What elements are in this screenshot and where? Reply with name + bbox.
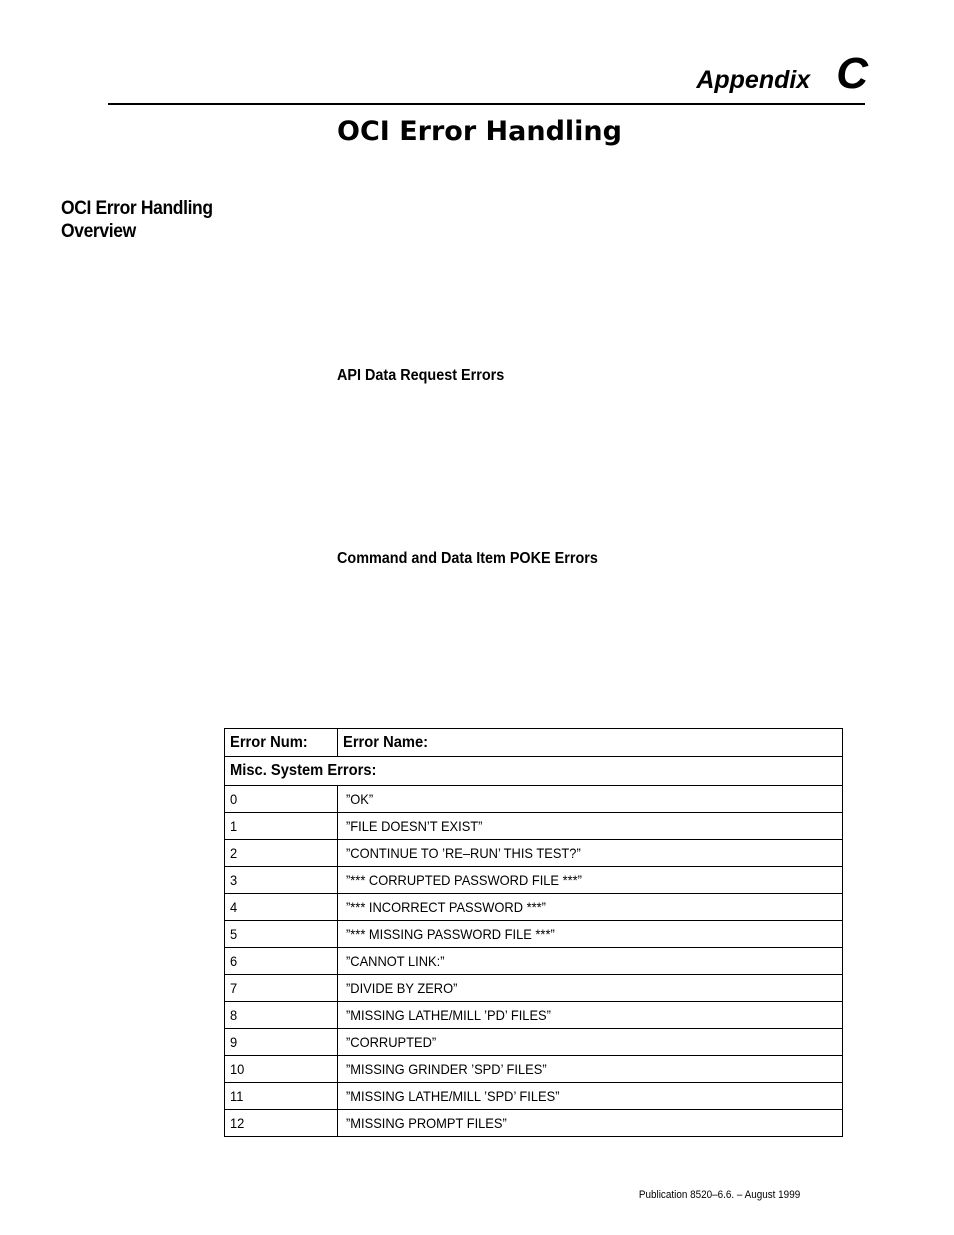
error-num-cell: 3 xyxy=(225,867,338,894)
error-num-cell: 8 xyxy=(225,1002,338,1029)
appendix-letter: C xyxy=(836,49,868,98)
error-name-cell: ”CANNOT LINK:” xyxy=(338,948,843,975)
table-row xyxy=(225,948,843,975)
error-name-cell: ”CONTINUE TO ’RE–RUN’ THIS TEST?” xyxy=(338,840,843,867)
error-name-cell: ”*** INCORRECT PASSWORD ***” xyxy=(338,894,843,921)
error-name-cell: ”DIVIDE BY ZERO” xyxy=(338,975,843,1002)
publication-footer: Publication 8520–6.6. – August 1999 xyxy=(638,1189,800,1201)
error-name-cell: ”*** CORRUPTED PASSWORD FILE ***” xyxy=(338,867,843,894)
error-num-cell: 0 xyxy=(225,786,338,813)
column-header-error-num: Error Num: xyxy=(225,729,338,757)
table-row xyxy=(225,840,843,867)
table-row xyxy=(225,975,843,1002)
poke-errors-heading: Command and Data Item POKE Errors xyxy=(337,550,598,567)
error-num-cell: 1 xyxy=(225,813,338,840)
error-name-cell: ”MISSING LATHE/MILL ’PD’ FILES” xyxy=(338,1002,843,1029)
error-num-cell: 5 xyxy=(225,921,338,948)
error-name-cell: ”FILE DOESN’T EXIST” xyxy=(338,813,843,840)
group-label: Misc. System Errors: xyxy=(225,757,843,786)
appendix-heading xyxy=(696,49,868,98)
chapter-title: OCI Error Handling xyxy=(337,116,622,147)
error-name-cell: ”*** MISSING PASSWORD FILE ***” xyxy=(338,921,843,948)
table-row xyxy=(225,1083,843,1110)
side-heading-line1: OCI Error Handling xyxy=(61,198,213,219)
api-errors-heading: API Data Request Errors xyxy=(337,367,505,384)
error-num-cell: 6 xyxy=(225,948,338,975)
table-header-row xyxy=(225,729,843,757)
error-name-cell: ”MISSING PROMPT FILES” xyxy=(338,1110,843,1137)
table-row xyxy=(225,813,843,840)
error-num-cell: 9 xyxy=(225,1029,338,1056)
error-num-cell: 7 xyxy=(225,975,338,1002)
error-num-cell: 12 xyxy=(225,1110,338,1137)
error-name-cell: ”MISSING GRINDER ’SPD’ FILES” xyxy=(338,1056,843,1083)
error-num-cell: 2 xyxy=(225,840,338,867)
error-name-cell: ”CORRUPTED” xyxy=(338,1029,843,1056)
group-row xyxy=(225,757,843,786)
table-row xyxy=(225,1002,843,1029)
appendix-word: Appendix xyxy=(696,66,811,94)
error-name-cell: ”MISSING LATHE/MILL ’SPD’ FILES” xyxy=(338,1083,843,1110)
side-heading xyxy=(61,197,245,243)
table-row xyxy=(225,894,843,921)
error-num-cell: 4 xyxy=(225,894,338,921)
header-rule xyxy=(108,103,865,105)
table-row xyxy=(225,867,843,894)
error-num-cell: 10 xyxy=(225,1056,338,1083)
table-row xyxy=(225,786,843,813)
error-num-cell: 11 xyxy=(225,1083,338,1110)
table-row xyxy=(225,1110,843,1137)
table-row xyxy=(225,1029,843,1056)
side-heading-line2: Overview xyxy=(61,221,136,242)
error-name-cell: ”OK” xyxy=(338,786,843,813)
table-row xyxy=(225,921,843,948)
table-row xyxy=(225,1056,843,1083)
column-header-error-name: Error Name: xyxy=(338,729,843,757)
error-table xyxy=(224,728,843,1137)
